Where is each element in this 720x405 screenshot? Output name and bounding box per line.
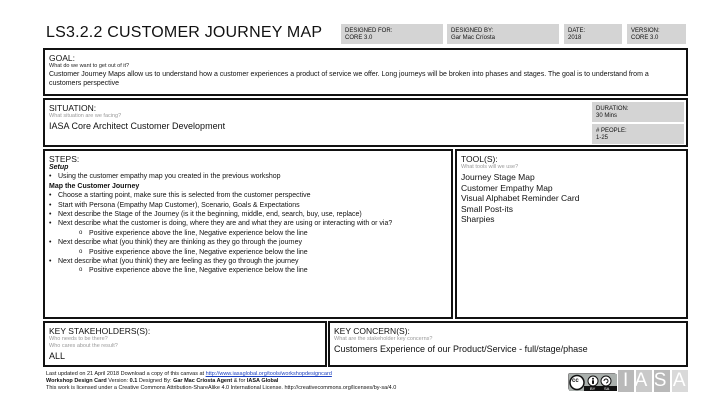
steps-bullet: • Choose a starting point, make sure this is selected from the customer perspective [49,191,445,200]
goal-text: Customer Journey Maps allow us to understand how a customer experiences a product of service we offer. Long journeys will be broken into phases and stages. The goal is to understand from a customers perspective [49,71,649,87]
cc-license-badge[interactable] [568,373,616,390]
page-title: LS3.2.2 CUSTOMER JOURNEY MAP [46,24,323,41]
tool-item: Sharpies [461,214,495,224]
steps-bullet: • Next describe what (you think) they are feeling as they go through the journey [49,257,445,266]
footer-text: & for [232,378,247,384]
steps-bullet: • Using the customer empathy map you created in the previous workshop [49,172,445,181]
iasa-logo [618,370,692,392]
duration-label: DURATION: [596,106,629,112]
steps-list [49,163,445,276]
situation-label: SITUATION: [49,103,97,113]
footer-line-1 [46,371,332,378]
footer-text: Last updated on 21 April 2018 Download a copy of this canvas at [46,371,206,377]
date-label: DATE: [568,28,586,34]
footer-line-3: This work is licensed under a Creative Commons Attribution-ShareAlike 4.0 International License. http://creativecommons.org/licenses/by-sa/4.0 [46,385,397,391]
footer-text: Version: [106,378,130,384]
tools-label: TOOL(S): [461,154,498,164]
footer-text: Designed By: [137,378,174,384]
duration-cell [592,102,684,122]
steps-map-heading: Map the Customer Journey [49,182,140,190]
situation-section [43,98,688,147]
cc-text: cc [572,378,579,384]
tools-section [455,149,688,319]
designed-for-label: DESIGNED FOR: [345,28,393,34]
cc-sa-text: SA [604,385,610,391]
situation-text: IASA Core Architect Customer Development [49,121,226,131]
steps-setup-heading: Setup [49,164,69,171]
people-cell [592,124,684,144]
tool-item: Customer Empathy Map [461,182,553,193]
goal-hint: What do we want to get out of it? [49,63,130,69]
concerns-label: KEY CONCERN(S): [334,326,410,336]
footer-designer: Gar Mac Críosta Agent [173,378,233,384]
situation-hint: What situation are we facing? [49,113,122,119]
steps-bullet: • Next describe the Stage of the Journey (is it the beginning, middle, end, search, buy, use, replace) [49,210,445,219]
concerns-hint: What are the stakeholder key concerns? [334,336,433,342]
date-cell [564,24,622,44]
tool-item: Small Post-its [461,203,513,214]
designed-by-cell [447,24,559,44]
tools-hint: What tools will we use? [461,164,519,170]
steps-bullet: • Start with Persona (Empathy Map Customer), Scenario, Goals & Expectations [49,201,445,210]
steps-bullet: • Next describe what the customer is doing, where they are and what they are using or interacting with or via? [49,219,445,228]
goal-section [43,48,688,96]
concerns-section [328,321,688,367]
download-link[interactable]: http://www.iasaglobal.org/tools/workshopdesigncard [205,371,332,377]
iasa-logo-text: IASA [623,370,692,391]
version-value: CORE 3.0 [631,35,659,41]
designed-for-cell [341,24,443,44]
stakeholders-section [43,321,327,367]
steps-label: STEPS: [49,154,80,164]
version-cell [627,24,686,44]
cc-by-text: BY [590,385,596,391]
stakeholders-hint: Who needs to be there? [49,336,108,342]
steps-sub-bullet: o Positive experience above the line, Negative experience below the line [49,229,445,238]
stakeholders-value: ALL [49,351,66,361]
stakeholders-hint: Who cares about the result? [49,343,118,349]
designed-by-label: DESIGNED BY: [451,28,494,34]
steps-section [43,149,453,319]
footer-org: IASA Global [246,378,279,384]
concerns-value: Customers Experience of our Product/Service - full/stage/phase [334,344,588,354]
footer-version: 0.1 [129,378,138,384]
version-label: VERSION: [631,28,660,34]
footer-card-name: Workshop Design Card [46,378,107,384]
stakeholders-label: KEY STAKEHOLDERS(S): [49,326,151,336]
tools-list [461,172,579,225]
goal-label: GOAL: [49,53,75,63]
tool-item: Journey Stage Map [461,172,535,182]
date-value: 2018 [568,35,582,41]
people-value: 1-25 [596,135,609,141]
designed-by-value: Gar Mac Críosta [451,35,496,41]
steps-bullet: • Next describe what (you think) they are thinking as they go through the journey [49,238,445,247]
steps-sub-bullet: o Positive experience above the line, Negative experience below the line [49,248,445,257]
tool-item: Visual Alphabet Reminder Card [461,193,580,203]
duration-value: 30 Mins [596,113,618,119]
footer-line-2 [46,378,278,385]
designed-for-value: CORE 3.0 [345,35,373,41]
steps-sub-bullet: o Positive experience above the line, Negative experience below the line [49,266,445,275]
people-label: # PEOPLE: [596,128,627,134]
